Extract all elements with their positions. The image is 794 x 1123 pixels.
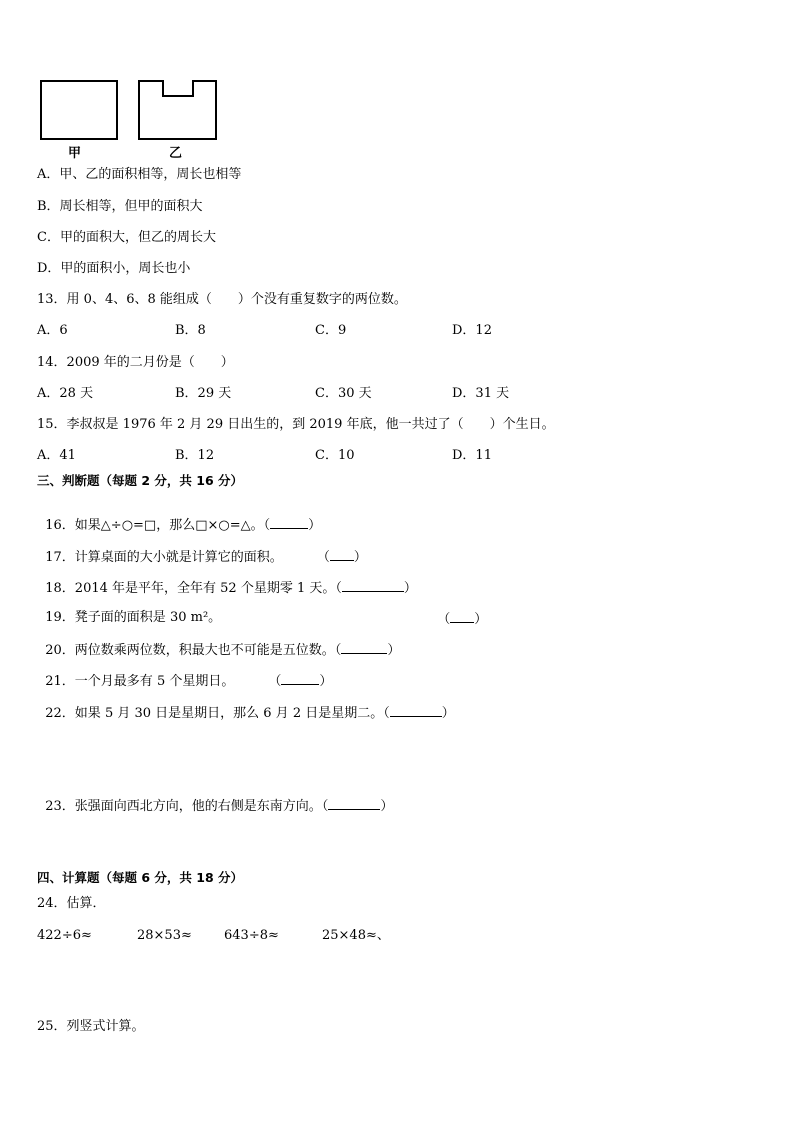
q17-answer-blank[interactable]: [330, 548, 354, 561]
section-3-heading: 三、判断题（每题 2 分，共 16 分）: [37, 473, 244, 488]
q21-answer-blank[interactable]: [281, 672, 319, 685]
shape-yi: [139, 81, 216, 139]
q20-text: 20．两位数乘两位数，积最大也不可能是五位数。: [45, 643, 335, 658]
q14-option-b: B．29 天: [175, 386, 232, 401]
q21-text: 21．一个月最多有 5 个星期日。: [45, 674, 235, 689]
q21: [37, 656, 332, 690]
q18-close: ）: [403, 581, 417, 596]
shape-jia: [41, 81, 117, 139]
q16: [37, 500, 321, 534]
label-yi: 乙: [169, 146, 183, 161]
q20-close: ）: [387, 643, 401, 658]
q17-text: 17．计算桌面的大小就是计算它的面积。: [45, 550, 283, 565]
q21-close: ）: [319, 674, 333, 689]
q21-open: （: [268, 674, 282, 689]
q22-answer-blank[interactable]: [390, 704, 442, 717]
q16-open: （: [263, 518, 271, 533]
q22: [37, 688, 455, 722]
q14-option-d: D．31 天: [452, 386, 510, 401]
q23-close: ）: [380, 799, 394, 814]
q19-answer: [429, 594, 487, 628]
q24-stem: 24．估算．: [37, 896, 106, 911]
label-jia: 甲: [68, 146, 82, 161]
q12-option-a: A．甲、乙的面积相等，周长也相等: [37, 167, 242, 182]
q14-stem: 14．2009 年的二月份是（ ）: [37, 355, 234, 370]
q12-option-d: D．甲的面积小，周长也小: [37, 261, 191, 276]
q13-stem: 13．用 0、4、6、8 能组成（ ）个没有重复数字的两位数。: [37, 292, 407, 307]
q24-item-4: 25×48≈、: [322, 928, 390, 943]
section-4-heading: 四、计算题（每题 6 分，共 18 分）: [37, 870, 244, 885]
q24-item-3: 643÷8≈: [224, 928, 279, 943]
q14-option-c: C．30 天: [315, 386, 372, 401]
q22-close: ）: [441, 706, 455, 721]
q24-item-1: 422÷6≈: [37, 928, 92, 943]
q20-open: （: [334, 643, 342, 658]
q13-option-b: B．8: [175, 323, 206, 338]
q23: [37, 781, 393, 815]
q18-open: （: [335, 581, 342, 596]
q20-answer-blank[interactable]: [341, 641, 387, 654]
q17: [37, 532, 367, 566]
q16-answer-blank[interactable]: [270, 516, 308, 529]
q13-option-a: A．6: [37, 323, 68, 338]
q19-text: 19．凳子面的面积是 30 m²。: [45, 610, 222, 625]
q23-text: 23．张强面向西北方向，他的右侧是东南方向。: [45, 799, 322, 814]
q19-open: （: [437, 612, 451, 627]
q13-option-c: C．9: [315, 323, 347, 338]
q15-option-b: B．12: [175, 448, 215, 463]
q12-option-b: B．周长相等，但甲的面积大: [37, 199, 203, 214]
q19-answer-blank[interactable]: [450, 610, 474, 623]
q17-close: ）: [353, 550, 367, 565]
q15-stem: 15．李叔叔是 1976 年 2 月 29 日出生的，到 2019 年底，他一共过了（ ）个生日。: [37, 417, 555, 432]
q15-option-c: C．10: [315, 448, 355, 463]
q18-text: 18．2014 年是平年，全年有 52 个星期零 1 天。: [45, 581, 336, 596]
q25-stem: 25．列竖式计算。: [37, 1019, 145, 1034]
q14-option-a: A．28 天: [37, 386, 94, 401]
q18: [37, 563, 417, 597]
q22-text: 22．如果 5 月 30 日是星期日，那么 6 月 2 日是星期二。: [45, 706, 384, 721]
q13-option-d: D．12: [452, 323, 492, 338]
figure-shapes: [0, 0, 240, 160]
q18-answer-blank[interactable]: [342, 579, 404, 592]
q22-open: （: [383, 706, 390, 721]
q24-item-2: 28×53≈: [137, 928, 192, 943]
q20: [37, 625, 400, 659]
q23-open: （: [321, 799, 329, 814]
q12-option-c: C．甲的面积大，但乙的周长大: [37, 230, 216, 245]
q23-answer-blank[interactable]: [328, 797, 380, 810]
q16-text: 16．如果△÷○=□，那么□×○=△。: [45, 518, 264, 533]
q17-open: （: [316, 550, 330, 565]
q19-close: ）: [474, 612, 488, 627]
q16-close: ）: [308, 518, 322, 533]
q15-option-a: A．41: [37, 448, 76, 463]
q19: [37, 594, 221, 626]
q15-option-d: D．11: [452, 448, 492, 463]
